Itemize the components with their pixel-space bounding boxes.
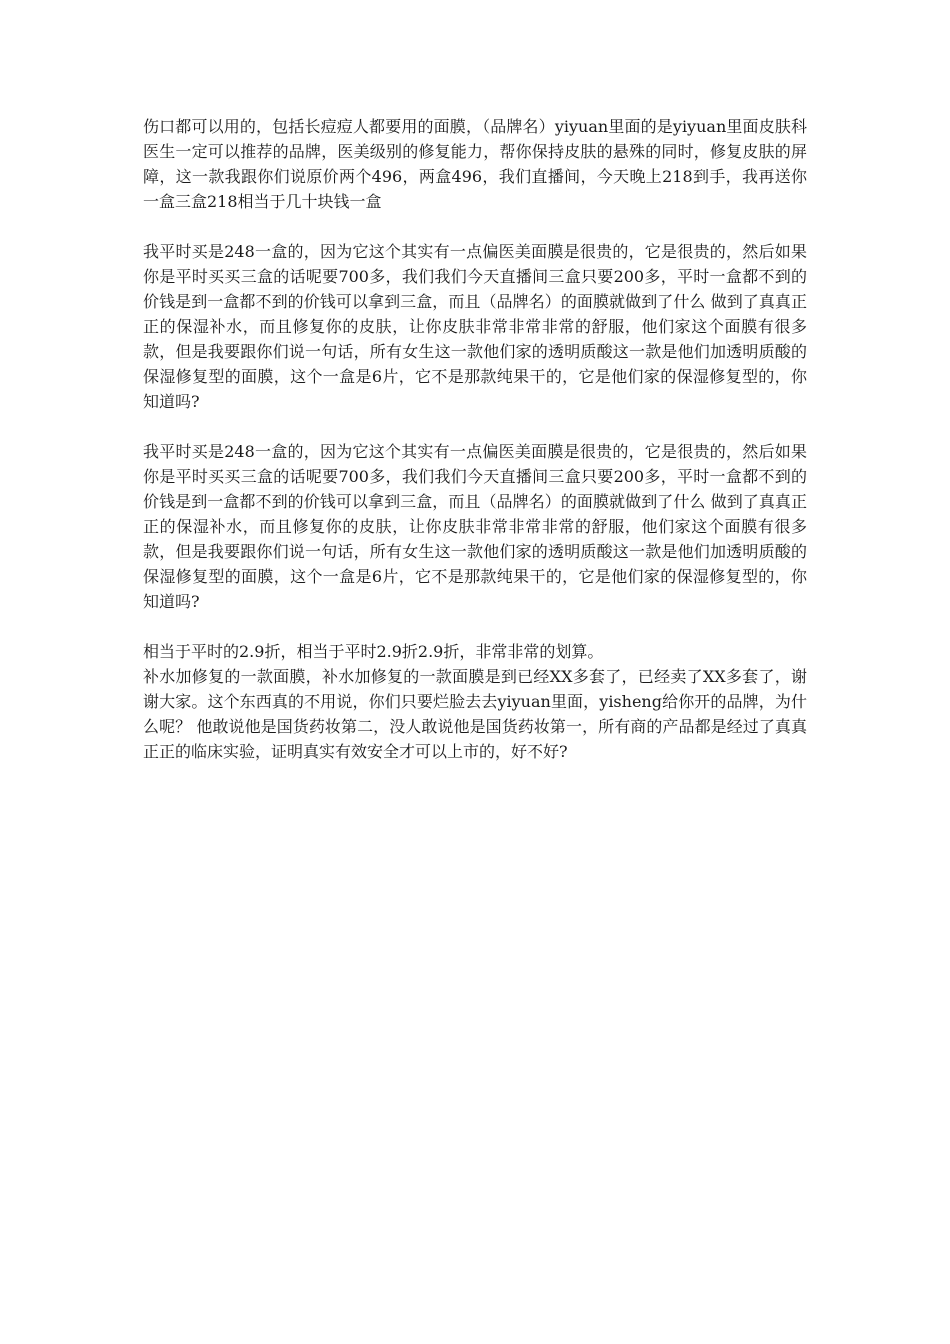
document-body [143,114,807,764]
paragraph-2: 我平时买是248一盒的，因为它这个其实有一点偏医美面膜是很贵的，它是很贵的，然后如果你是平时买买三盒的话呢要700多，我们我们今天直播间三盒只要200多，平时一盒都不到的价钱是到一盒都不到的价钱可以拿到三盒，而且（品牌名）的面膜就做到了什么 做到了真真正正的保湿补水，而且修复你的皮肤，让你皮肤非常非常非常的舒服，他们家这个面膜有很多款，但是我要跟你们说一句话，所有女生这一款他们家的透明质酸这一款是他们加透明质酸的保湿修复型的面膜，这个一盒是6片，它不是那款纯果干的，它是他们家的保湿修复型的，你知道吗? [143,242,807,411]
paragraph-4: 相当于平时的2.9折，相当于平时2.9折2.9折，非常非常的划算。 [143,642,604,661]
paragraph-5: 补水加修复的一款面膜，补水加修复的一款面膜是到已经XX多套了，已经卖了XX多套了，谢谢大家。这个东西真的不用说，你们只要烂脸去去yiyuan里面，yisheng给你开的品牌，为什么呢？ 他敢说他是国货药妆第二，没人敢说他是国货药妆第一，所有商的产品都是经过了真真正正的临床实验，证明真实有效安全才可以上市的，好不好? [143,667,807,761]
paragraph-3: 我平时买是248一盒的，因为它这个其实有一点偏医美面膜是很贵的，它是很贵的，然后如果你是平时买买三盒的话呢要700多，我们我们今天直播间三盒只要200多，平时一盒都不到的价钱是到一盒都不到的价钱可以拿到三盒，而且（品牌名）的面膜就做到了什么 做到了真真正正的保湿补水，而且修复你的皮肤，让你皮肤非常非常非常的舒服，他们家这个面膜有很多款，但是我要跟你们说一句话，所有女生这一款他们家的透明质酸这一款是他们加透明质酸的保湿修复型的面膜，这个一盒是6片，它不是那款纯果干的，它是他们家的保湿修复型的，你知道吗? [143,442,807,611]
paragraph-1: 伤口都可以用的，包括长痘痘人都要用的面膜，（品牌名）yiyuan里面的是yiyuan里面皮肤科医生一定可以推荐的品牌，医美级别的修复能力，帮你保持皮肤的悬殊的同时，修复皮肤的屏障，这一款我跟你们说原价两个496，两盒496，我们直播间，今天晚上218到手，我再送你一盒三盒218相当于几十块钱一盒 [143,117,807,211]
